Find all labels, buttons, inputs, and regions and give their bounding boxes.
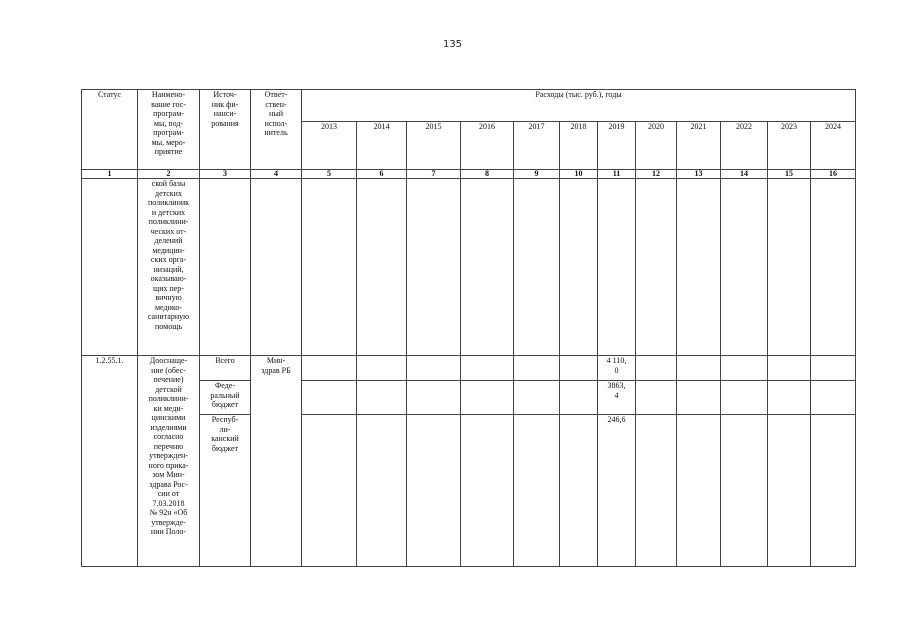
column-number: 11 [598,170,636,179]
header-executor: Ответ- ствен- ный испол- нитель [251,90,302,170]
column-number: 15 [768,170,811,179]
header-year-2021: 2021 [677,122,721,170]
header-year-2013: 2013 [302,122,357,170]
value-federal-2019: 3863, 4 [598,381,636,415]
header-year-2023: 2023 [768,122,811,170]
column-number: 12 [636,170,677,179]
column-number: 13 [677,170,721,179]
header-year-2016: 2016 [461,122,514,170]
header-name: Наимено- вание гос- програм- мы, под- програм- мы, меро- приятие [138,90,200,170]
column-number: 14 [721,170,768,179]
header-year-2017: 2017 [514,122,560,170]
measure-name: Дооснаще- ние (обес- печение) детской поликлини- ки меди- цинскими изделиями согласно перечню утвержден- ного прика- зом Мин- здрава Рос- сии от 7.03.2018 № 92н «Об утвержде- нии Поло- [138,356,200,567]
header-year-2022: 2022 [721,122,768,170]
column-number: 8 [461,170,514,179]
column-number: 4 [251,170,302,179]
column-number: 1 [82,170,138,179]
value-total-2019: 4 110, 0 [598,356,636,381]
column-number: 16 [811,170,856,179]
source-republic: Респуб- ли- канский бюджет [200,415,251,567]
column-number: 2 [138,170,200,179]
header-status: Статус [82,90,138,170]
header-year-2018: 2018 [560,122,598,170]
expenses-table [81,89,856,567]
column-number: 9 [514,170,560,179]
header-year-2015: 2015 [407,122,461,170]
column-number-row [82,170,856,179]
continuation-row [82,179,856,356]
page-number: 135 [442,39,463,50]
header-year-2014: 2014 [357,122,407,170]
header-expenses: Расходы (тыс. руб.), годы [302,90,856,122]
column-number: 7 [407,170,461,179]
column-number: 3 [200,170,251,179]
header-year-2020: 2020 [636,122,677,170]
column-number: 10 [560,170,598,179]
measure-row-total [82,356,856,381]
source-federal: Феде- ральный бюджет [200,381,251,415]
value-republic-2019: 246,6 [598,415,636,567]
source-total: Всего [200,356,251,381]
measure-executor: Мин- здрав РБ [251,356,302,567]
header-year-2019: 2019 [598,122,636,170]
header-year-2024: 2024 [811,122,856,170]
measure-status: 1.2.55.1. [82,356,138,567]
column-number: 5 [302,170,357,179]
continuation-name: ской базы детских поликлиник и детских поликлини- ческих от- делений медицин- ских орга- низаций, оказываю- щих пер- вичную медико- санитарную помощь [138,179,200,356]
header-source: Источ- ник фи- нанси- рования [200,90,251,170]
column-number: 6 [357,170,407,179]
